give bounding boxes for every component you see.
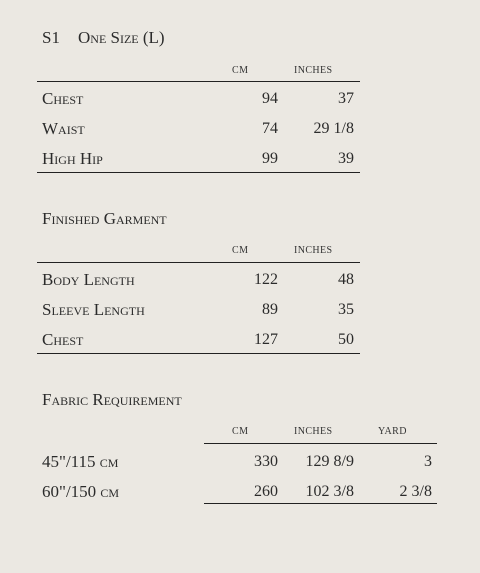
row-value-inches: 50: [338, 331, 354, 348]
row-label-body-length: Body Length: [42, 270, 135, 289]
col-header-inches-2: inches: [294, 242, 333, 257]
col-header-cm-2: cm: [232, 242, 249, 257]
col-header-cm-1: cm: [232, 62, 249, 77]
row-value-inches: 37: [338, 90, 354, 107]
row-value-cm: 260: [254, 483, 278, 500]
table3-bottom-rule: [204, 503, 437, 504]
row-value-inches: 39: [338, 150, 354, 167]
row-value-yard: 3: [424, 453, 432, 470]
row-value-cm: 330: [254, 453, 278, 470]
row-label-chest: Chest: [42, 89, 84, 108]
col-header-yard: yard: [378, 423, 407, 438]
table1-top-rule: [37, 81, 360, 82]
col-header-inches-3: inches: [294, 423, 333, 438]
row-label-fabric-45: 45"/115 cm: [42, 452, 119, 471]
row-label-sleeve-length: Sleeve Length: [42, 300, 145, 319]
row-value-cm: 122: [254, 271, 278, 288]
row-value-cm: 99: [262, 150, 278, 167]
row-value-inches: 102 3/8: [305, 483, 354, 500]
size-code: [42, 28, 60, 48]
col-header-inches-1: inches: [294, 62, 333, 77]
row-value-inches: 29 1/8: [313, 120, 354, 137]
size-code-text: S1: [42, 28, 60, 47]
table1-bottom-rule: [37, 172, 360, 173]
row-value-inches: 48: [338, 271, 354, 288]
row-value-cm: 89: [262, 301, 278, 318]
table2-top-rule: [37, 262, 360, 263]
section-title-fabric-requirement: Fabric Requirement: [42, 390, 182, 409]
row-label-waist: Waist: [42, 119, 85, 138]
row-value-cm: 74: [262, 120, 278, 137]
row-value-cm: 127: [254, 331, 278, 348]
row-value-inches: 35: [338, 301, 354, 318]
table2-bottom-rule: [37, 353, 360, 354]
table3-top-rule: [204, 443, 437, 444]
row-label-fabric-60: 60"/150 cm: [42, 482, 120, 501]
row-label-chest-garment: Chest: [42, 330, 84, 349]
section-title-finished-garment: Finished Garment: [42, 209, 167, 228]
col-header-cm-3: cm: [232, 423, 249, 438]
row-label-high-hip: High Hip: [42, 149, 103, 168]
row-value-cm: 94: [262, 90, 278, 107]
row-value-inches: 129 8/9: [305, 453, 354, 470]
row-value-yard: 2 3/8: [399, 483, 432, 500]
size-label: One Size (L): [78, 28, 165, 47]
